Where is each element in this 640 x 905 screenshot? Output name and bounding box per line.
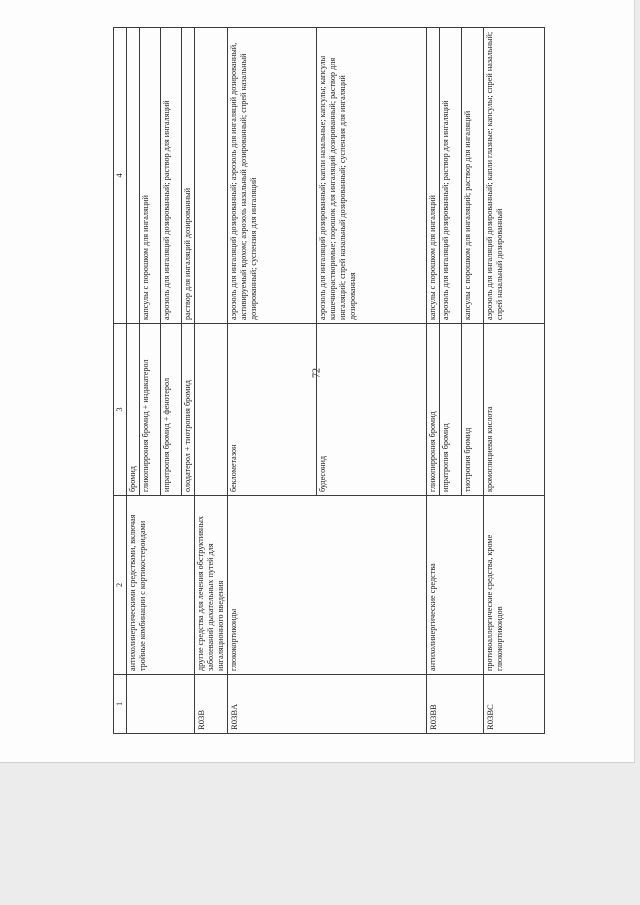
form-cell: капсулы с порошком для ингаляций; раствор для ингаляций — [462, 28, 484, 324]
drug-cell: тиотропия бромид — [462, 324, 484, 496]
table-row — [127, 28, 140, 734]
code-cell — [127, 675, 195, 734]
header-row — [114, 28, 127, 734]
form-cell: раствор для ингаляций дозированный — [182, 28, 195, 324]
header-col-1: 1 — [114, 675, 127, 734]
drug-cell: гликопиррония бромид + индакатерол — [140, 324, 161, 496]
drug-cell: будесонид — [317, 324, 427, 496]
form-cell: аэрозоль для ингаляций дозированный; раствор для ингаляций — [161, 28, 182, 324]
rotated-table-wrapper — [113, 28, 545, 734]
code-cell: R03BB — [427, 675, 484, 734]
form-cell: аэрозоль для ингаляций дозированный; капли глазные; капсулы; спрей назальный; спрей назальный дозированный — [484, 28, 545, 324]
code-cell: R03B — [195, 675, 228, 734]
group-cell: антихолинергическими средствами, включая тройные комбинации с кортикостероидами — [127, 496, 195, 675]
header-col-2: 2 — [114, 496, 127, 675]
drug-cell: кромоглициевая кислота — [484, 324, 545, 496]
group-cell: другие средства для лечения обструктивных заболеваний дыхательных путей для ингаляционного введения — [195, 496, 228, 675]
form-cell — [127, 28, 140, 324]
table-row — [484, 28, 545, 734]
code-cell: R03BA — [228, 675, 427, 734]
table-row — [195, 28, 228, 734]
drug-table — [113, 27, 545, 734]
table-row — [427, 28, 440, 734]
form-cell: аэрозоль для ингаляций дозированный; капли назальные; капсулы; капсулы кишечнорастворимые; порошок для ингаляций дозированный; раствор для ингаляций; спрей назальный дозированный; суспензия для ингаляций дозированная — [317, 28, 427, 324]
table-row — [228, 28, 317, 734]
group-cell: антихолинергические средства — [427, 496, 484, 675]
form-cell: капсулы с порошком для ингаляций — [427, 28, 440, 324]
page-number: 72 — [311, 368, 323, 378]
form-cell: аэрозоль для ингаляций дозированный; аэрозоль для ингаляций дозированный, активируемый вдохом; аэрозоль назальный дозированный; спрей назальный дозированный; суспензия для ингаляций — [228, 28, 317, 324]
group-cell: глюкокортикоиды — [228, 496, 427, 675]
header-col-3: 3 — [114, 324, 127, 496]
drug-cell — [195, 324, 228, 496]
drug-cell: олодатерол + тиотропия бромид — [182, 324, 195, 496]
header-col-4: 4 — [114, 28, 127, 324]
form-cell — [195, 28, 228, 324]
drug-cell: ипратропия бромид — [440, 324, 462, 496]
drug-cell: беклометазон — [228, 324, 317, 496]
group-cell: противоаллергические средства, кроме глюкокортикоидов — [484, 496, 545, 675]
drug-cell: гликопиррония бромид — [427, 324, 440, 496]
form-cell: аэрозоль для ингаляций дозированный; раствор для ингаляций — [440, 28, 462, 324]
drug-cell: ипратропия бромид + фенотерол — [161, 324, 182, 496]
form-cell: капсулы с порошком для ингаляций — [140, 28, 161, 324]
drug-cell: бромид — [127, 324, 140, 496]
code-cell: R03BC — [484, 675, 545, 734]
